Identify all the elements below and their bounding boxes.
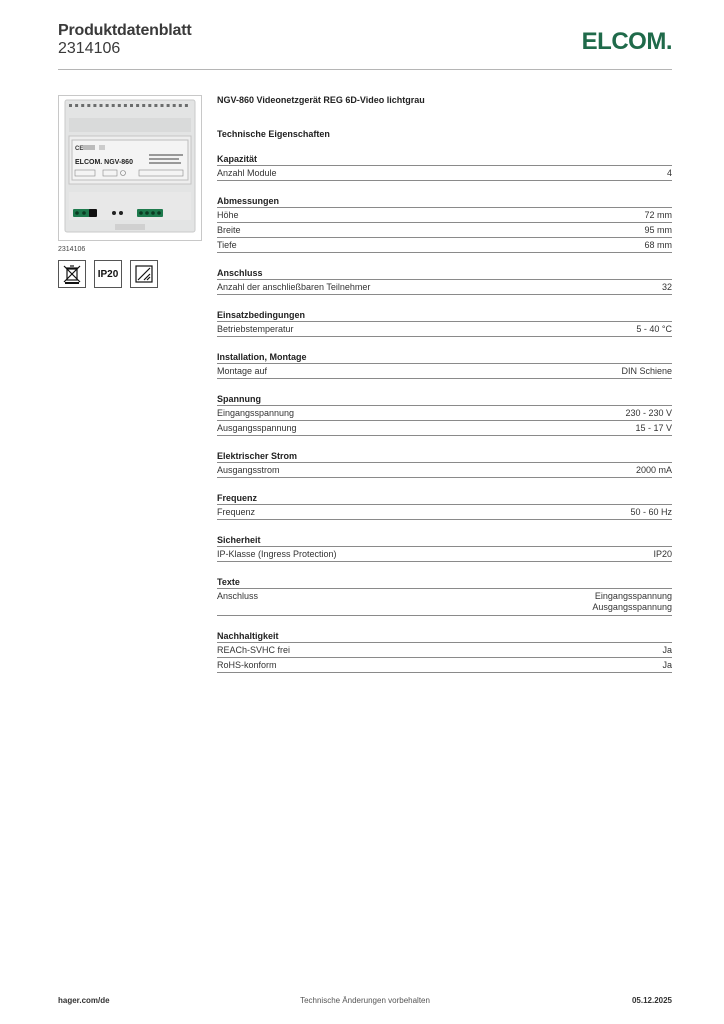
spec-value: 230 - 230 V bbox=[625, 408, 672, 418]
spec-row bbox=[217, 547, 672, 562]
section-title: Sicherheit bbox=[217, 535, 672, 547]
spec-section bbox=[217, 577, 672, 616]
spec-section bbox=[217, 631, 672, 673]
spec-label: Anzahl Module bbox=[217, 168, 277, 178]
spec-label: Ausgangsstrom bbox=[217, 465, 280, 475]
spec-value: Ja bbox=[662, 660, 672, 670]
spec-row bbox=[217, 589, 672, 616]
spec-value: 5 - 40 °C bbox=[636, 324, 672, 334]
spec-section bbox=[217, 352, 672, 379]
spec-row bbox=[217, 505, 672, 520]
spec-label: Breite bbox=[217, 225, 241, 235]
spec-row bbox=[217, 238, 672, 253]
ip20-icon: IP20 bbox=[94, 260, 122, 288]
section-title: Elektrischer Strom bbox=[217, 451, 672, 463]
footer-website: hager.com/de bbox=[58, 996, 110, 1005]
properties-title: Technische Eigenschaften bbox=[217, 129, 330, 139]
spec-label: Ausgangsspannung bbox=[217, 423, 297, 433]
spec-row bbox=[217, 658, 672, 673]
spec-row bbox=[217, 643, 672, 658]
section-title: Anschluss bbox=[217, 268, 672, 280]
document-title: Produktdatenblatt bbox=[58, 22, 192, 39]
spec-value: 2000 mA bbox=[635, 465, 672, 475]
spec-label: Eingangsspannung bbox=[217, 408, 295, 418]
spec-value: 32 bbox=[661, 282, 672, 292]
spec-row bbox=[217, 322, 672, 337]
spec-value: 15 - 17 V bbox=[635, 423, 672, 433]
spec-row bbox=[217, 421, 672, 436]
spec-row bbox=[217, 208, 672, 223]
specification-column bbox=[217, 95, 672, 673]
spec-label: Frequenz bbox=[217, 507, 256, 517]
page-footer bbox=[58, 996, 672, 1008]
spec-row bbox=[217, 463, 672, 478]
spec-value: DIN Schiene bbox=[621, 366, 672, 376]
article-number: 2314106 bbox=[58, 40, 121, 57]
page-header bbox=[58, 22, 672, 70]
spec-row bbox=[217, 364, 672, 379]
spec-row bbox=[217, 406, 672, 421]
svg-text:CE: CE bbox=[75, 146, 84, 152]
spec-section bbox=[217, 268, 672, 295]
spec-label: Tiefe bbox=[217, 240, 237, 250]
section-title: Texte bbox=[217, 577, 672, 589]
spec-value: 72 mm bbox=[644, 210, 672, 220]
spec-label: REACh-SVHC frei bbox=[217, 645, 291, 655]
spec-label: RoHS-konform bbox=[217, 660, 277, 670]
product-image bbox=[58, 95, 202, 241]
spec-section bbox=[217, 196, 672, 253]
product-name: NGV-860 Videonetzgerät REG 6D-Video lichtgrau bbox=[217, 95, 425, 105]
spec-value: 68 mm bbox=[644, 240, 672, 250]
footer-date: 05.12.2025 bbox=[631, 996, 672, 1005]
spec-section bbox=[217, 535, 672, 562]
product-media bbox=[58, 95, 202, 288]
spec-row bbox=[217, 166, 672, 181]
certification-icons bbox=[58, 260, 202, 288]
spec-label: Anzahl der anschließbaren Teilnehmer bbox=[217, 282, 371, 292]
section-title: Spannung bbox=[217, 394, 672, 406]
image-caption: 2314106 bbox=[58, 246, 86, 253]
section-title: Nachhaltigkeit bbox=[217, 631, 672, 643]
svg-text:ELCOM. NGV-860: ELCOM. NGV-860 bbox=[75, 159, 133, 166]
spec-section bbox=[217, 493, 672, 520]
spec-row bbox=[217, 223, 672, 238]
spec-label: Anschluss bbox=[217, 591, 259, 601]
device-illustration bbox=[59, 96, 201, 240]
spec-value: Ja bbox=[662, 645, 672, 655]
spec-section bbox=[217, 310, 672, 337]
spec-value: 95 mm bbox=[644, 225, 672, 235]
spec-value-line: Eingangsspannung bbox=[594, 591, 672, 601]
spec-section bbox=[217, 154, 672, 181]
section-title: Installation, Montage bbox=[217, 352, 672, 364]
spec-label: IP-Klasse (Ingress Protection) bbox=[217, 549, 337, 559]
spec-value-line: Ausgangsspannung bbox=[592, 602, 672, 612]
spec-section bbox=[217, 451, 672, 478]
weee-bin-icon bbox=[58, 260, 86, 288]
specification-sections bbox=[217, 154, 672, 673]
section-title: Abmessungen bbox=[217, 196, 672, 208]
din-rail-icon bbox=[130, 260, 158, 288]
spec-value: 50 - 60 Hz bbox=[630, 507, 672, 517]
section-title: Kapazität bbox=[217, 154, 672, 166]
spec-label: Höhe bbox=[217, 210, 239, 220]
spec-row bbox=[217, 280, 672, 295]
spec-value: IP20 bbox=[653, 549, 672, 559]
footer-notice: Technische Änderungen vorbehalten bbox=[300, 996, 430, 1005]
spec-value: 4 bbox=[666, 168, 672, 178]
spec-label: Betriebstemperatur bbox=[217, 324, 294, 334]
spec-value bbox=[592, 591, 672, 613]
spec-section bbox=[217, 394, 672, 436]
section-title: Einsatzbedingungen bbox=[217, 310, 672, 322]
brand-logo: ELCOM. bbox=[581, 28, 672, 55]
section-title: Frequenz bbox=[217, 493, 672, 505]
spec-label: Montage auf bbox=[217, 366, 268, 376]
